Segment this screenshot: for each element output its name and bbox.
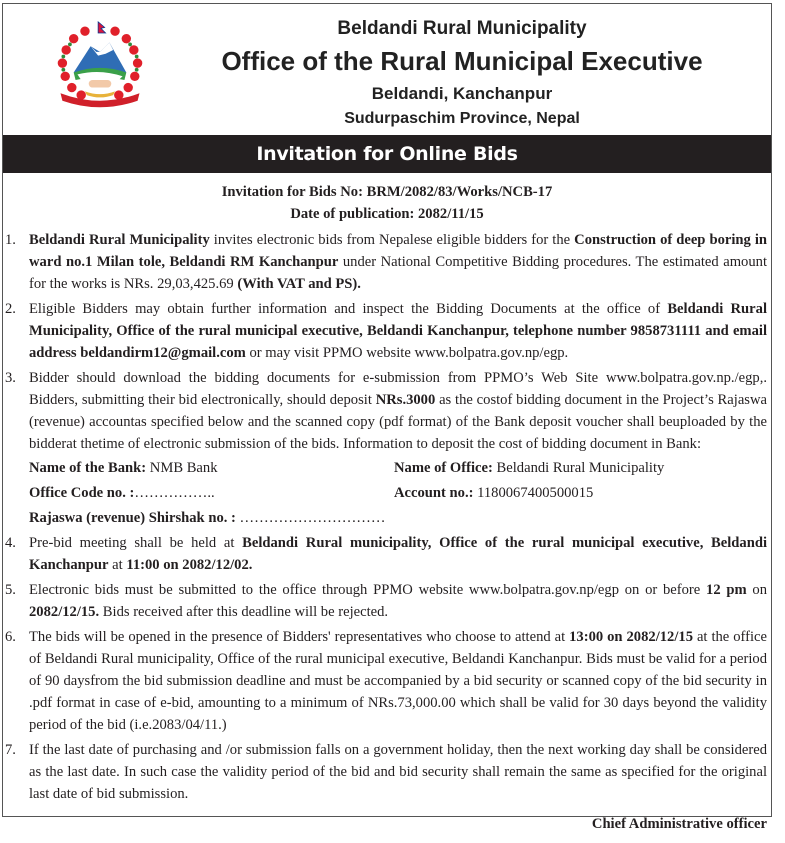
office-code-label: Office Code no. : (29, 485, 135, 501)
municipality-name: Beldandi Rural Municipality (337, 18, 587, 39)
clause-emphasis: 2082/12/15. (29, 604, 100, 620)
notice-clause (5, 532, 768, 576)
office-code-value: …………….. (134, 485, 215, 501)
clause-run: as the costof bidding document in the Project’s Rajaswa (revenue) accountas specified below and the scanned copy (pdf format) of the Bank deposit voucher shall beuploaded by the bidderat thetime of electronic submission of the bids. Information to deposit the cost of bidding document in Bank: (29, 392, 767, 452)
clause-text (29, 229, 767, 295)
bid-number: Invitation for Bids No: BRM/2082/83/Works/NCB-17 (221, 184, 553, 200)
clause-text (29, 367, 767, 455)
letterhead (3, 4, 771, 135)
office-code (29, 482, 394, 504)
clause-text (29, 626, 767, 736)
clause-run: Bids received after this deadline will be rejected. (99, 604, 389, 620)
notice-clause (5, 579, 767, 623)
clause-run: Pre-bid meeting shall be held at (29, 535, 243, 551)
clause-emphasis: 12 pm (706, 582, 747, 598)
bank-name (29, 457, 394, 479)
account-number (394, 482, 767, 504)
notice-clause (5, 298, 767, 364)
notice-clause (5, 367, 767, 529)
signatory: Chief Administrative officer (591, 816, 767, 832)
clause-emphasis: 13:00 on 2082/12/15 (569, 629, 693, 645)
clause-run: If the last date of purchasing and /or submission falls on a government holiday, then the next working day shall be considered as the last date. In such case the validity period of the bid and bid security shall remain the same as specified for the original last date of bid submission. (29, 742, 767, 802)
clause-emphasis: (With VAT and PS). (237, 276, 361, 292)
clause-number: 3. (5, 370, 16, 386)
office-name: Office of the Rural Municipal Executive (221, 46, 703, 76)
bank-details (29, 457, 767, 529)
notice-body (3, 181, 771, 835)
clause-emphasis: Beldandi Rural municipality, Office of the rural municipal executive, Beldandi Kanchanpur (29, 535, 768, 573)
notice-title-banner: Invitation for Online Bids (3, 135, 771, 173)
revenue-shirshak (29, 507, 767, 529)
office-name-field (394, 457, 767, 479)
clause-emphasis: Beldandi Rural Municipality, Office of the rural municipal executive, Beldandi Kanchanpur, telephone number 9858731111 and email address beldandirm12@gmail.com (29, 301, 767, 361)
clause-number: 1. (5, 232, 16, 248)
clause-run: at (108, 557, 127, 573)
notice-clause (5, 229, 767, 295)
notice-frame (2, 3, 772, 832)
clause-run: under National Competitive Bidding procedures. The estimated amount for the works is NRs. 29,03,425.69 (29, 254, 767, 292)
publication-date: Date of publication: 2082/11/15 (290, 206, 484, 222)
clause-run: invites electronic bids from Nepalese eligible bidders for the (209, 232, 575, 248)
clause-number: 7. (5, 742, 16, 758)
clause-text (29, 579, 767, 623)
office-name-field-label: Name of Office: (394, 460, 493, 476)
clause-run: The bids will be opened in the presence of Bidders' representatives who choose to attend at (29, 629, 570, 645)
notice-clause (5, 626, 768, 736)
clause-text (29, 739, 767, 805)
clause-run: at the office of Beldandi Rural municipality, Office of the rural municipal executive, Beldandi Kanchanpur. Bids must be valid for a period of 90 daysfrom the bid submission deadline and must be accompanied by a bid security or scanned copy of the bid security in .pdf format in case of e-bid, amounting to a minimum of NRs.73,000.00 which shall be valid for 30 days beyond the validity period of the bid (i.e.2083/04/11.) (29, 629, 768, 733)
account-number-value: 1180067400500015 (473, 485, 594, 501)
notice-clauses (3, 229, 771, 805)
office-location: Beldandi, Kanchanpur (371, 84, 553, 103)
clause-run: or may visit PPMO website www.bolpatra.gov.np/egp. (245, 345, 569, 361)
clause-number: 5. (5, 582, 16, 598)
notice-clause (5, 739, 767, 805)
bank-name-value: NMB Bank (146, 460, 218, 476)
bank-name-label: Name of the Bank: (29, 460, 147, 476)
revenue-shirshak-value: ………………………… (235, 510, 386, 526)
clause-number: 2. (5, 301, 16, 317)
clause-run: on (746, 582, 767, 598)
clause-emphasis: NRs.3000 (375, 392, 436, 408)
revenue-shirshak-label: Rajaswa (revenue) Shirshak no. : (29, 510, 236, 526)
clause-emphasis: 11:00 on 2082/12/02. (126, 557, 253, 573)
clause-text (29, 532, 767, 576)
clause-text (29, 298, 767, 364)
clause-emphasis: Beldandi Rural Municipality (29, 232, 210, 248)
office-name-field-value: Beldandi Rural Municipality (492, 460, 665, 476)
clause-emphasis: Construction of deep boring in ward no.1 Milan tole, Beldandi RM Kanchanpur (29, 232, 767, 270)
clause-run: Bidder should download the bidding documents for e-submission from PPMO’s Web Site www.bolpatra.gov.np./egp,. Bidders, submitting their bid electronically, should deposit (29, 370, 767, 408)
account-number-label: Account no.: (394, 485, 474, 501)
clause-number: 4. (5, 535, 16, 551)
nepal-government-emblem-icon (53, 18, 147, 112)
clause-run: Eligible Bidders may obtain further information and inspect the Bidding Documents at the office of (29, 301, 668, 317)
clause-number: 6. (5, 629, 16, 645)
office-province: Sudurpaschim Province, Nepal (344, 110, 580, 127)
clause-run: Electronic bids must be submitted to the office through PPMO website www.bolpatra.gov.np/egp on or before (29, 582, 707, 598)
